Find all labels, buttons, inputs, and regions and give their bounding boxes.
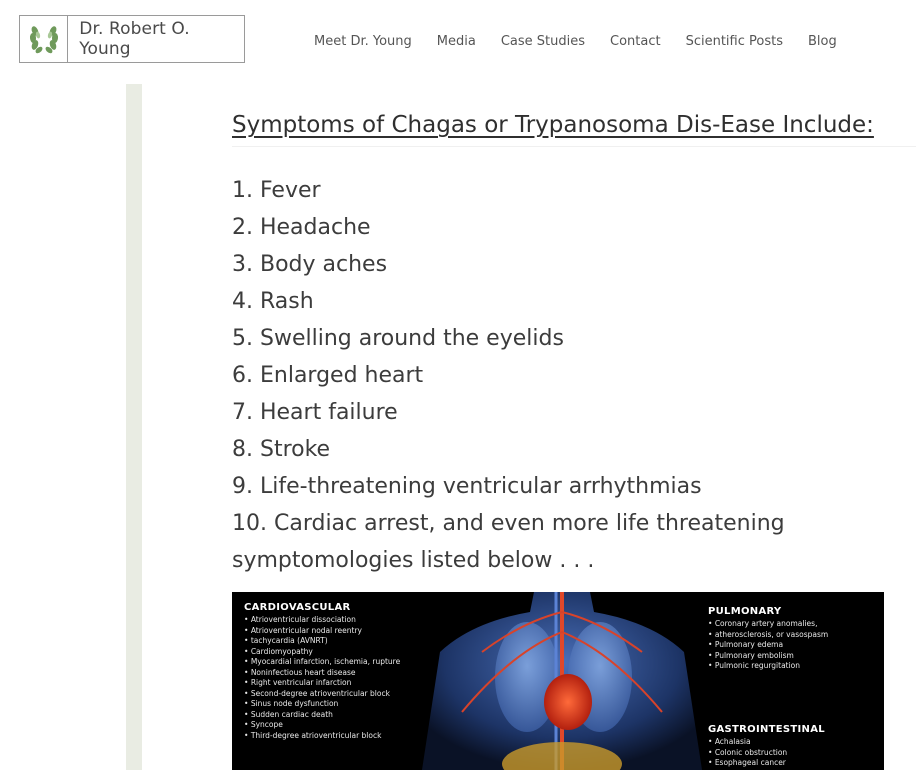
list-item: • Syncope [244,720,400,731]
logo-text: Dr. Robert O. Young [79,19,190,59]
nav-meet-dr-young[interactable]: Meet Dr. Young [314,34,412,49]
list-item: 4. Rash [232,289,314,314]
list-item: • Pulmonary embolism [708,651,828,662]
list-item: • Pulmonic regurgitation [708,661,828,672]
list-item: 8. Stroke [232,437,331,462]
list-item: • Noninfectious heart disease [244,668,400,679]
list-item: 3. Body aches [232,252,388,277]
laurel-wreath-icon [20,16,68,62]
pulmonary-section [708,606,828,672]
list-item: • Sinus node dysfunction [244,699,400,710]
nav-scientific-posts[interactable]: Scientific Posts [685,34,783,49]
symptom-list [232,172,852,579]
list-item: 1. Fever [232,178,321,203]
section-heading: Symptoms of Chagas or Trypanosoma Dis-Ease Include: [232,112,874,138]
list-item: • Atrioventricular dissociation [244,615,400,626]
list-item: • Esophageal cancer [708,758,825,769]
list-item: • Coronary artery anomalies, [708,619,828,630]
gastrointestinal-section [708,724,825,769]
list-item: • Cardiomyopathy [244,647,400,658]
list-item: 5. Swelling around the eyelids [232,326,564,351]
cardiovascular-heading: CARDIOVASCULAR [244,602,351,613]
list-item: • Colonic obstruction [708,748,825,759]
list-item: 10. Cardiac arrest, and even more life threatening symptomologies listed below . . . [232,511,785,573]
list-item: • tachycardia (AVNRT) [244,636,400,647]
list-item: 7. Heart failure [232,400,398,425]
list-item: • Atrioventricular nodal reentry [244,626,400,637]
human-torso-illustration [422,592,702,770]
main-nav [314,34,837,49]
list-item: • atherosclerosis, or vasospasm [708,630,828,641]
pulmonary-heading: PULMONARY [708,606,782,617]
list-item: • Pulmonary edema [708,640,828,651]
list-item: 2. Headache [232,215,371,240]
nav-blog[interactable]: Blog [807,34,837,49]
list-item: • Sudden cardiac death [244,710,400,721]
list-item: • Right ventricular infarction [244,678,400,689]
list-item: 9. Life-threatening ventricular arrhythmias [232,474,702,499]
nav-media[interactable]: Media [436,34,476,49]
site-logo[interactable] [19,15,245,63]
anatomy-infographic [232,592,884,770]
cardiovascular-section [244,602,400,741]
list-item: • Second-degree atrioventricular block [244,689,400,700]
list-item: • Third-degree atrioventricular block [244,731,400,742]
nav-contact[interactable]: Contact [610,34,661,49]
nav-case-studies[interactable]: Case Studies [500,34,585,49]
list-item: 6. Enlarged heart [232,363,424,388]
left-accent-bar [126,84,142,770]
gastrointestinal-heading: GASTROINTESTINAL [708,724,825,735]
divider [232,146,916,147]
list-item: • Myocardial infarction, ischemia, rupture [244,657,400,668]
list-item: • Achalasia [708,737,825,748]
